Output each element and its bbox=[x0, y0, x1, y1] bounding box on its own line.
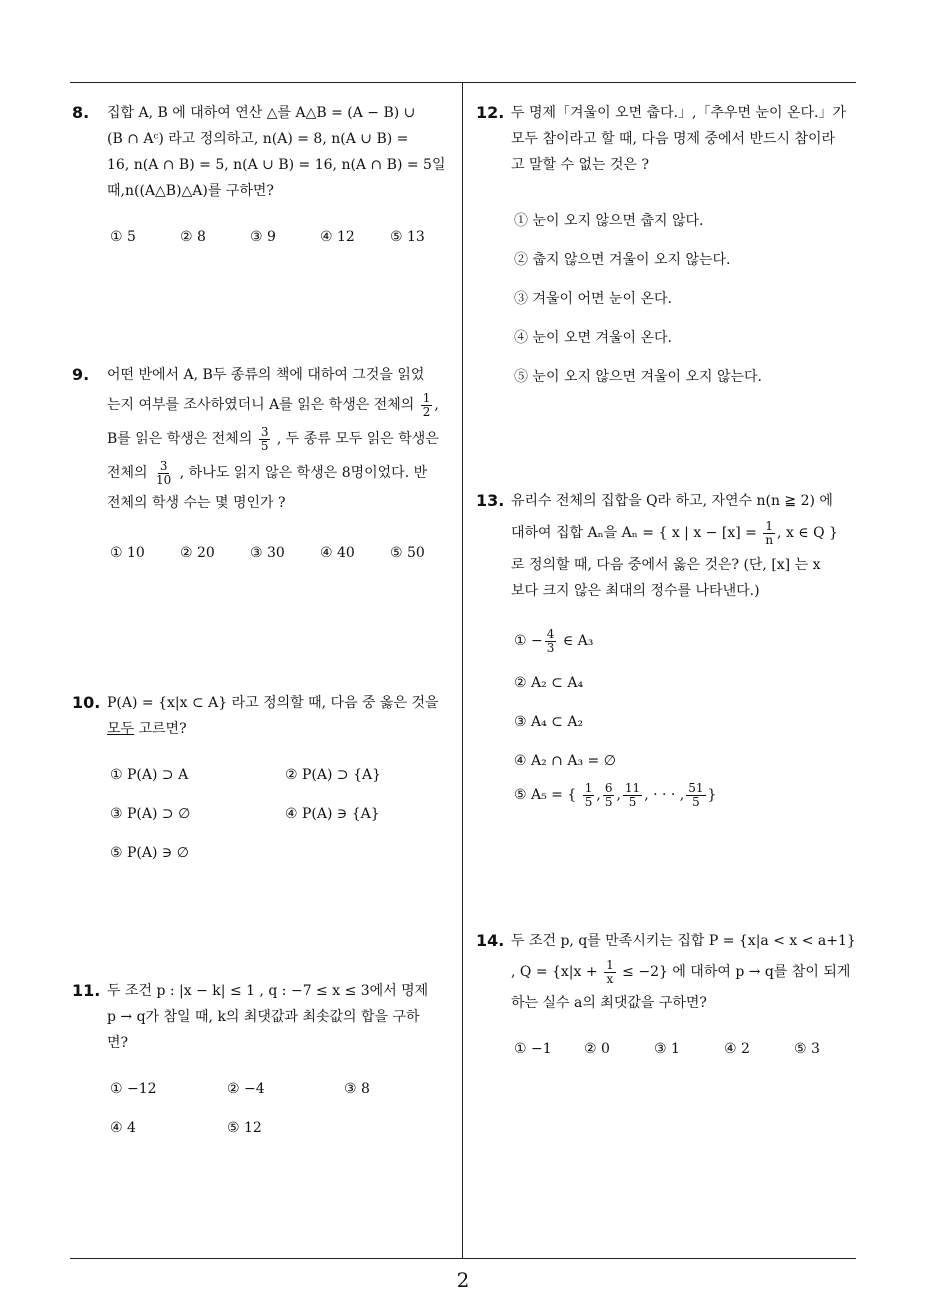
stem-line: 때,n((A△B)△A)를 구하면? bbox=[107, 183, 274, 199]
denominator: 5 bbox=[584, 794, 593, 809]
stem-line: 로 정의할 때, 다음 중에서 옳은 것은? (단, [x] 는 x bbox=[511, 557, 821, 573]
top-rule bbox=[70, 82, 856, 83]
stem-line: 두 조건 p, q를 만족시키는 집합 P = {x|a < x < a+1} bbox=[511, 933, 856, 949]
option-4[interactable]: ④ P(A) ∋ {A} bbox=[285, 806, 380, 822]
stem-line bbox=[107, 388, 457, 422]
question-number: 13. bbox=[476, 491, 505, 510]
numerator: 3 bbox=[260, 424, 269, 439]
option-5[interactable]: ⑤ 50 bbox=[390, 545, 425, 561]
denominator: 3 bbox=[546, 640, 555, 655]
option-2[interactable]: ② P(A) ⊃ {A} bbox=[285, 767, 382, 783]
option-5[interactable]: ⑤ 12 bbox=[227, 1120, 262, 1136]
option-4[interactable]: ④ A₂ ∩ A₃ = ∅ bbox=[514, 753, 616, 769]
stem-line: 집합 A, B 에 대하여 연산 △를 A△B = (A − B) ∪ bbox=[107, 105, 416, 121]
option-2[interactable]: ② 8 bbox=[180, 229, 206, 245]
stem-text: , bbox=[434, 397, 439, 413]
stem-line bbox=[511, 954, 861, 990]
fraction bbox=[763, 520, 775, 547]
question-stem bbox=[511, 928, 861, 1016]
column-divider bbox=[462, 82, 463, 1259]
option-5[interactable]: ⑤ P(A) ∋ ∅ bbox=[110, 845, 189, 861]
stem-text: B를 읽은 학생은 전체의 bbox=[107, 431, 253, 447]
option-3[interactable]: ③ 8 bbox=[344, 1081, 370, 1097]
stem-line: (B ∩ Aᶜ) 라고 정의하고, n(A) = 8, n(A ∪ B) = bbox=[107, 131, 409, 147]
stem-text: 는지 여부를 조사하였더니 A를 읽은 학생은 전체의 bbox=[107, 397, 415, 413]
question-number: 8. bbox=[72, 103, 90, 122]
fraction bbox=[583, 782, 595, 809]
stem-text: , x ∈ Q } bbox=[777, 525, 838, 541]
option-1[interactable]: ① 10 bbox=[110, 545, 145, 561]
fraction bbox=[686, 782, 705, 809]
question-8 bbox=[72, 100, 457, 250]
denominator: 5 bbox=[692, 794, 700, 809]
stem-text: 고르면? bbox=[134, 721, 187, 737]
option-4[interactable]: ④ 40 bbox=[320, 545, 355, 561]
option-3[interactable]: ③ 1 bbox=[654, 1041, 680, 1057]
denominator: n bbox=[765, 532, 774, 547]
option-2[interactable]: ② −4 bbox=[227, 1081, 265, 1097]
option-4[interactable]: ④ 2 bbox=[724, 1041, 750, 1057]
fraction bbox=[623, 782, 642, 809]
fraction bbox=[604, 959, 616, 986]
stem-line: 16, n(A ∩ B) = 5, n(A ∪ B) = 16, n(A ∩ B) = 5일 bbox=[107, 157, 446, 173]
stem-line: 두 명제「겨울이 오면 춥다.」,「추우면 눈이 온다.」가 bbox=[511, 105, 847, 121]
stem-line: 어떤 반에서 A, B두 종류의 책에 대하여 그것을 읽었 bbox=[107, 367, 425, 383]
option-5[interactable]: ⑤ 눈이 오지 않으면 겨울이 오지 않는다. bbox=[514, 369, 763, 385]
question-stem bbox=[107, 362, 457, 516]
numerator: 11 bbox=[624, 780, 641, 795]
stem-text: 대하여 집합 Aₙ을 Aₙ = { x | x − [x] = bbox=[511, 525, 757, 541]
stem-line: 면? bbox=[107, 1035, 129, 1051]
stem-text: , 두 종류 모두 읽은 학생은 bbox=[276, 431, 439, 447]
stem-text: ≤ −2} 에 대하여 p → q를 참이 되게 bbox=[622, 964, 851, 980]
option-1[interactable]: ① P(A) ⊃ A bbox=[110, 767, 189, 783]
answer-options bbox=[110, 540, 457, 566]
question-9 bbox=[72, 362, 457, 566]
stem-line: 전체의 학생 수는 몇 명인가 ? bbox=[107, 495, 286, 511]
option-2[interactable]: ② 0 bbox=[584, 1041, 610, 1057]
option-5[interactable]: ⑤ 13 bbox=[390, 229, 425, 245]
question-number: 14. bbox=[476, 931, 505, 950]
stem-text: , Q = {x|x + bbox=[511, 964, 598, 980]
question-13 bbox=[476, 488, 861, 812]
option-4[interactable]: ④ 눈이 오면 겨울이 온다. bbox=[514, 330, 672, 346]
question-stem bbox=[511, 488, 861, 604]
numerator: 1 bbox=[584, 780, 593, 795]
fraction bbox=[421, 392, 433, 419]
answer-options bbox=[514, 622, 861, 812]
denominator: 10 bbox=[156, 472, 172, 487]
stem-line: p → q가 참일 때, k의 최댓값과 최솟값의 합을 구하 bbox=[107, 1009, 420, 1025]
fraction bbox=[154, 460, 173, 487]
option-1[interactable]: ① 5 bbox=[110, 229, 136, 245]
option-2[interactable]: ② A₂ ⊂ A₄ bbox=[514, 675, 584, 691]
answer-options bbox=[514, 208, 861, 390]
option-1[interactable]: ① −1 bbox=[514, 1041, 552, 1057]
option-3[interactable]: ③ 겨울이 어면 눈이 온다. bbox=[514, 291, 672, 307]
stem-line: 고 말할 수 없는 것은 ? bbox=[511, 157, 649, 173]
option-4[interactable]: ④ 12 bbox=[320, 229, 355, 245]
denominator: 5 bbox=[628, 794, 637, 809]
answer-options bbox=[514, 1036, 861, 1062]
fraction bbox=[259, 426, 271, 453]
option-text: ⑤ A₅ = { bbox=[514, 787, 577, 803]
answer-options bbox=[110, 1076, 457, 1142]
option-3[interactable]: ③ 30 bbox=[250, 545, 285, 561]
denominator: 5 bbox=[604, 794, 613, 809]
underlined-text: 모두 bbox=[107, 721, 135, 737]
option-1[interactable] bbox=[514, 622, 593, 660]
option-4[interactable]: ④ 4 bbox=[110, 1120, 136, 1136]
numerator: 6 bbox=[604, 780, 613, 795]
answer-options bbox=[110, 762, 457, 866]
question-number: 11. bbox=[72, 981, 101, 1000]
stem-line: 모두 참이라고 할 때, 다음 명제 중에서 반드시 참이라 bbox=[511, 131, 836, 147]
stem-line: 하는 실수 a의 최댓값을 구하면? bbox=[511, 995, 707, 1011]
denominator: x bbox=[606, 971, 614, 986]
question-stem bbox=[107, 978, 457, 1056]
denominator: 5 bbox=[260, 438, 269, 453]
stem-line bbox=[107, 422, 457, 456]
fraction bbox=[545, 628, 557, 655]
question-number: 9. bbox=[72, 365, 90, 384]
option-text: ① − bbox=[514, 633, 543, 649]
question-stem bbox=[511, 100, 861, 178]
numerator: 1 bbox=[422, 390, 431, 405]
answer-options bbox=[110, 224, 457, 250]
stem-line: 유리수 전체의 집합을 Q라 하고, 자연수 n(n ≧ 2) 에 bbox=[511, 493, 833, 509]
numerator: 3 bbox=[159, 458, 168, 473]
option-5[interactable]: ⑤ A₅ = { $\frac{1}{5}$ , $\frac{6}{5}$ , $\frac{11}{5}$ , · · · , $\frac{51}{5}$ } bbox=[514, 780, 717, 809]
option-1[interactable]: ① 눈이 오지 않으면 춥지 않다. bbox=[514, 213, 704, 229]
denominator: 2 bbox=[422, 404, 431, 419]
stem-line: P(A) = {x|x ⊂ A} 라고 정의할 때, 다음 중 옳은 것을 bbox=[107, 695, 439, 711]
question-stem bbox=[107, 690, 457, 742]
numerator: 51 bbox=[688, 780, 704, 795]
stem-text: 전체의 bbox=[107, 465, 148, 481]
page-number: 2 bbox=[456, 1268, 470, 1292]
option-2[interactable]: ② 20 bbox=[180, 545, 215, 561]
stem-line bbox=[107, 456, 457, 490]
numerator: 1 bbox=[765, 518, 773, 533]
numerator: 4 bbox=[546, 626, 555, 641]
option-text: , · · · , bbox=[644, 787, 685, 803]
option-text: ∈ A₃ bbox=[558, 633, 594, 649]
question-number: 10. bbox=[72, 693, 101, 712]
question-14 bbox=[476, 928, 861, 1062]
stem-line bbox=[511, 514, 861, 552]
question-12 bbox=[476, 100, 861, 390]
stem-line bbox=[107, 716, 457, 742]
question-11 bbox=[72, 978, 457, 1142]
stem-line: 두 조건 p : |x − k| ≤ 1 , q : −7 ≤ x ≤ 3에서 명제 bbox=[107, 983, 429, 999]
stem-text: , 하나도 읽지 않은 학생은 8명이었다. 반 bbox=[179, 465, 428, 481]
question-number: 12. bbox=[476, 103, 505, 122]
numerator: 1 bbox=[606, 957, 614, 972]
option-3[interactable]: ③ P(A) ⊃ ∅ bbox=[110, 806, 191, 822]
question-10 bbox=[72, 690, 457, 866]
option-1[interactable]: ① −12 bbox=[110, 1081, 157, 1097]
option-3[interactable]: ③ 9 bbox=[250, 229, 276, 245]
option-3[interactable]: ③ A₄ ⊂ A₂ bbox=[514, 714, 584, 730]
bottom-rule bbox=[70, 1258, 856, 1259]
option-2[interactable]: ② 춥지 않으면 겨울이 오지 않는다. bbox=[514, 252, 731, 268]
question-stem bbox=[107, 100, 457, 204]
stem-line: 보다 크지 않은 최대의 정수를 나타낸다.) bbox=[511, 583, 760, 599]
option-text: } bbox=[707, 787, 717, 803]
fraction bbox=[603, 782, 615, 809]
option-5[interactable]: ⑤ 3 bbox=[794, 1041, 820, 1057]
